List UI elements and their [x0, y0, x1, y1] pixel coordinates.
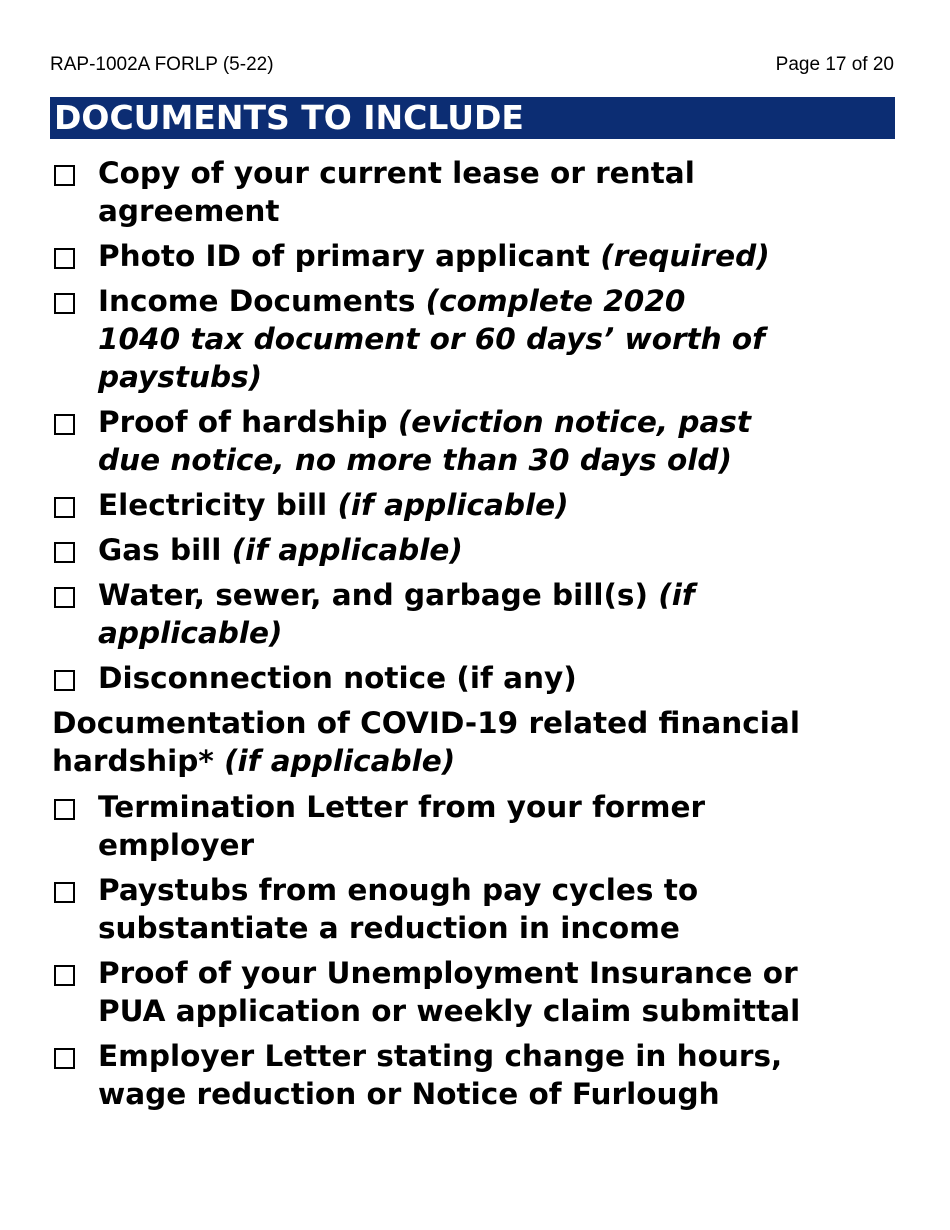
- text-line: [98, 954, 912, 992]
- text-line: [98, 871, 912, 909]
- page-title: DOCUMENTS TO INCLUDE: [54, 98, 524, 137]
- title-bar: [50, 97, 895, 139]
- checkbox-icon[interactable]: [54, 587, 75, 608]
- checklist-item: [52, 659, 912, 697]
- checklist-item: [52, 486, 912, 524]
- page-number: Page 17 of 20: [775, 54, 894, 75]
- checklist-item: [52, 1037, 912, 1113]
- text-line: [98, 154, 912, 192]
- checkbox-icon[interactable]: [54, 799, 75, 820]
- checkbox-icon[interactable]: [54, 670, 75, 691]
- checkbox-icon[interactable]: [54, 248, 75, 269]
- checkbox-icon[interactable]: [54, 542, 75, 563]
- form-id: RAP-1002A FORLP (5-22): [50, 54, 274, 75]
- text-line: [98, 531, 912, 569]
- italic-note: (if applicable): [231, 533, 463, 567]
- text-line: [98, 1037, 912, 1075]
- checkbox-icon[interactable]: [54, 414, 75, 435]
- heading-text: Documentation of COVID-19 related financial: [52, 706, 800, 740]
- italic-note: paystubs): [98, 360, 263, 394]
- item-label: Disconnection notice (if any): [98, 661, 577, 695]
- text-line: [98, 192, 912, 230]
- item-label: Copy of your current lease or rental: [98, 156, 695, 190]
- checkbox-icon[interactable]: [54, 497, 75, 518]
- item-label: Income Documents: [98, 284, 426, 318]
- item-label: substantiate a reduction in income: [98, 911, 680, 945]
- text-line: [52, 742, 912, 780]
- text-line: [98, 659, 912, 697]
- checklist-item: [52, 576, 912, 652]
- text-line: [98, 486, 912, 524]
- item-label: Photo ID of primary applicant: [98, 239, 601, 273]
- item-label: Electricity bill: [98, 488, 338, 522]
- italic-note: 1040 tax document or 60 days’ worth of: [98, 322, 766, 356]
- text-line: [98, 992, 912, 1030]
- text-line: [98, 788, 912, 826]
- text-line: [98, 320, 912, 358]
- item-label: Termination Letter from your former: [98, 790, 706, 824]
- italic-note: due notice, no more than 30 days old): [98, 443, 732, 477]
- checkbox-icon[interactable]: [54, 293, 75, 314]
- checkbox-icon[interactable]: [54, 882, 75, 903]
- document-checklist: [52, 154, 912, 1120]
- text-line: [98, 826, 912, 864]
- italic-note: (if: [658, 578, 695, 612]
- covid-section-heading: [52, 704, 912, 780]
- item-label: Paystubs from enough pay cycles to: [98, 873, 699, 907]
- item-label: Gas bill: [98, 533, 232, 567]
- text-line: [98, 614, 912, 652]
- checklist-item: [52, 788, 912, 864]
- item-label: wage reduction or Notice of Furlough: [98, 1077, 720, 1111]
- text-line: [98, 909, 912, 947]
- text-line: [98, 282, 912, 320]
- item-label: PUA application or weekly claim submittal: [98, 994, 801, 1028]
- text-line: [98, 358, 912, 396]
- item-label: employer: [98, 828, 255, 862]
- italic-note: (if applicable): [337, 488, 569, 522]
- item-label: Proof of your Unemployment Insurance or: [98, 956, 798, 990]
- checklist-item: [52, 954, 912, 1030]
- italic-note: (eviction notice, past: [397, 405, 752, 439]
- italic-note: (if applicable): [224, 744, 456, 778]
- checklist-item: [52, 237, 912, 275]
- checkbox-icon[interactable]: [54, 1048, 75, 1069]
- checkbox-icon[interactable]: [54, 965, 75, 986]
- text-line: [98, 1075, 912, 1113]
- text-line: [98, 441, 912, 479]
- text-line: [98, 403, 912, 441]
- checkbox-icon[interactable]: [54, 165, 75, 186]
- checklist-item: [52, 154, 912, 230]
- item-label: agreement: [98, 194, 280, 228]
- text-line: [98, 237, 912, 275]
- checklist-item: [52, 282, 912, 396]
- italic-note: (required): [600, 239, 770, 273]
- item-label: Employer Letter stating change in hours,: [98, 1039, 783, 1073]
- italic-note: applicable): [98, 616, 283, 650]
- heading-text: hardship*: [52, 744, 225, 778]
- item-label: Proof of hardship: [98, 405, 398, 439]
- checklist-item: [52, 531, 912, 569]
- text-line: [52, 704, 912, 742]
- checklist-item: [52, 871, 912, 947]
- text-line: [98, 576, 912, 614]
- italic-note: (complete 2020: [425, 284, 686, 318]
- checklist-item: [52, 403, 912, 479]
- item-label: Water, sewer, and garbage bill(s): [98, 578, 659, 612]
